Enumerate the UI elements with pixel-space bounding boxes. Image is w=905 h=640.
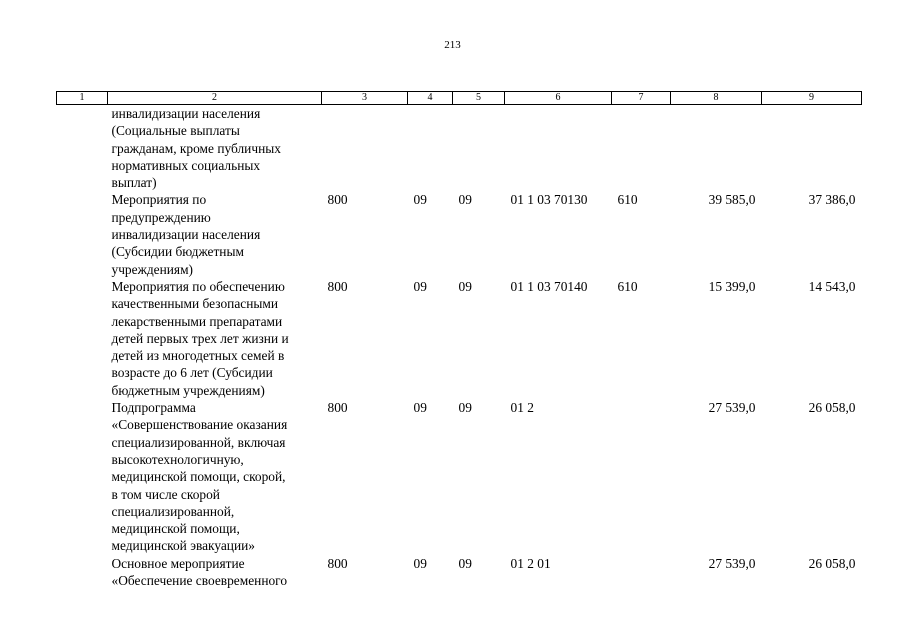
subsection-code-cell: 09 bbox=[458, 400, 472, 416]
subsection-code-cell bbox=[453, 105, 505, 192]
subsection-code-cell: 09 bbox=[458, 555, 472, 571]
amount-cell-8: 27 539,0 bbox=[708, 555, 756, 571]
expense-type-cell bbox=[612, 555, 671, 590]
column-header-7: 7 bbox=[612, 92, 671, 105]
amount-cell-8 bbox=[671, 105, 762, 192]
column-header-2: 2 bbox=[108, 92, 322, 105]
expense-type-cell: 610 bbox=[617, 278, 638, 294]
amount-cell-9: 14 543,0 bbox=[808, 278, 856, 294]
section-code-cell: 09 bbox=[413, 555, 427, 571]
section-code-cell: 09 bbox=[413, 278, 427, 294]
row-number-cell bbox=[57, 555, 108, 590]
row-number-cell bbox=[57, 191, 108, 277]
amount-cell-8: 27 539,0 bbox=[708, 400, 756, 416]
section-code-cell: 09 bbox=[413, 400, 427, 416]
row-number-cell bbox=[57, 399, 108, 555]
item-name-cell: инвалидизации населения (Социальные выплаты гражданам, кроме публичных нормативных социальных выплат) bbox=[111, 106, 281, 191]
column-header-8: 8 bbox=[671, 92, 762, 105]
expense-type-cell: 610 bbox=[617, 192, 638, 208]
item-name-cell: Основное мероприятие «Обеспечение своевременного bbox=[111, 555, 288, 589]
section-code-cell bbox=[408, 105, 453, 192]
ministry-code-cell: 800 bbox=[327, 400, 348, 416]
amount-cell-8: 15 399,0 bbox=[708, 278, 756, 294]
ministry-code-cell: 800 bbox=[327, 192, 348, 208]
target-article-cell: 01 2 bbox=[510, 400, 534, 416]
table-row bbox=[57, 105, 862, 192]
table-row bbox=[57, 555, 862, 590]
column-header-5: 5 bbox=[453, 92, 505, 105]
column-header-6: 6 bbox=[505, 92, 612, 105]
ministry-code-cell: 800 bbox=[327, 555, 348, 571]
target-article-cell: 01 2 01 bbox=[510, 555, 551, 571]
section-code-cell: 09 bbox=[413, 192, 427, 208]
target-article-cell bbox=[505, 105, 612, 192]
page-number: 213 bbox=[444, 39, 461, 51]
table-row bbox=[57, 191, 862, 277]
amount-cell-9: 37 386,0 bbox=[808, 192, 856, 208]
budget-table bbox=[56, 91, 862, 589]
row-number-cell bbox=[57, 105, 108, 192]
table-header-row bbox=[57, 92, 862, 105]
subsection-code-cell: 09 bbox=[458, 278, 472, 294]
subsection-code-cell: 09 bbox=[458, 192, 472, 208]
amount-cell-8: 39 585,0 bbox=[708, 192, 756, 208]
amount-cell-9: 26 058,0 bbox=[808, 400, 856, 416]
amount-cell-9: 26 058,0 bbox=[808, 555, 856, 571]
item-name-cell: Мероприятия по обеспечению качественными безопасными лекарственными препаратами детей первых трех лет жизни и детей из многодетных семей в возрасте до 6 лет (Субсидии бюджетным учреждениям) bbox=[111, 278, 289, 398]
column-header-3: 3 bbox=[322, 92, 408, 105]
target-article-cell: 01 1 03 70140 bbox=[510, 278, 588, 294]
table-row bbox=[57, 278, 862, 399]
ministry-code-cell: 800 bbox=[327, 278, 348, 294]
item-name-cell: Подпрограмма «Совершенствование оказания специализированной, включая высокотехнологичную, медицинской помощи, скорой, в том числе скорой специализированной, медицинской помощи, медицинской эвакуации» bbox=[111, 400, 288, 554]
column-header-1: 1 bbox=[57, 92, 108, 105]
ministry-code-cell bbox=[322, 105, 408, 192]
amount-cell-9 bbox=[762, 105, 862, 192]
column-header-9: 9 bbox=[762, 92, 862, 105]
table-row bbox=[57, 399, 862, 555]
item-name-cell: Мероприятия по предупреждению инвалидизации населения (Субсидии бюджетным учреждениям) bbox=[111, 192, 261, 277]
row-number-cell bbox=[57, 278, 108, 399]
expense-type-cell bbox=[612, 399, 671, 555]
column-header-4: 4 bbox=[408, 92, 453, 105]
expense-type-cell bbox=[612, 105, 671, 192]
target-article-cell: 01 1 03 70130 bbox=[510, 192, 588, 208]
